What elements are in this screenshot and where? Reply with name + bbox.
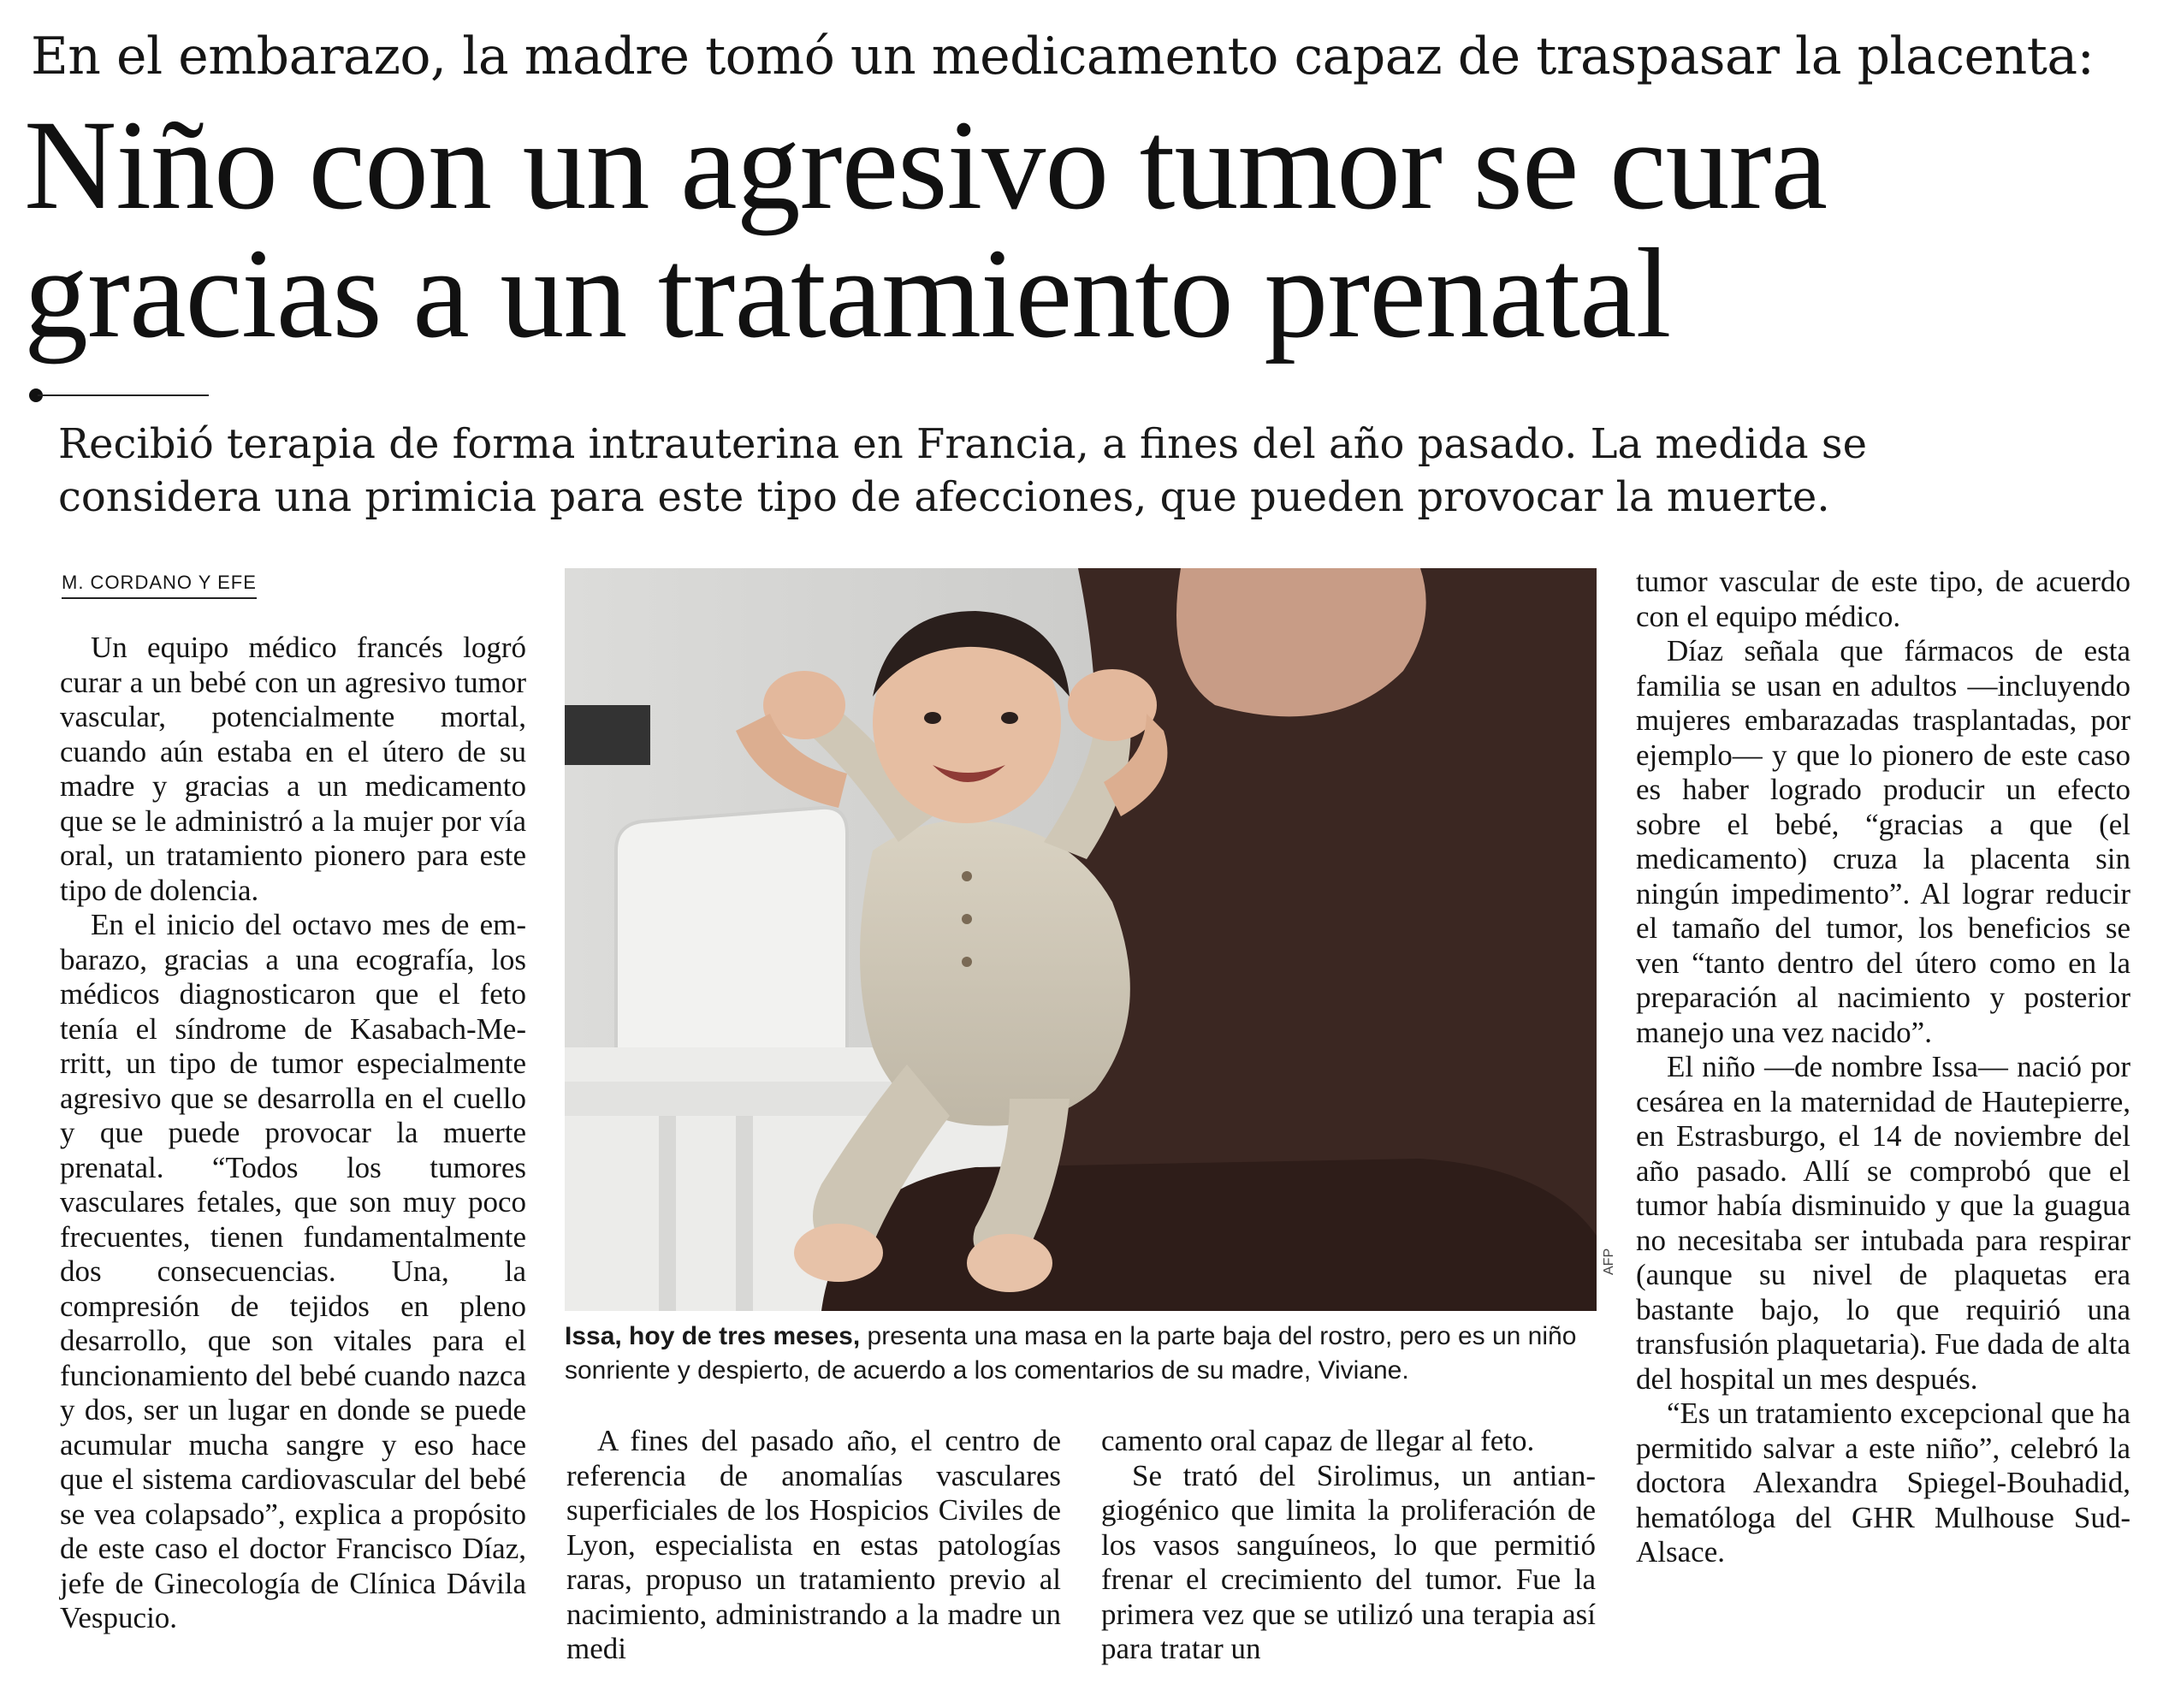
- byline: M. CORDANO Y EFE: [62, 572, 257, 599]
- photo-caption: [565, 1320, 1597, 1388]
- article-photo: [565, 568, 1597, 1311]
- dek: [58, 418, 2129, 524]
- headline-line-1: Niño con un agresivo tumor se cura: [24, 94, 1828, 236]
- headline: [24, 94, 2146, 365]
- paragraph: El niño —de nombre Issa— nació por cesárea en la maternidad de Hautepierre, en Estrasburgo, el 14 de noviembre del año pasado. Allí se comprobó que el tumor había disminuido y que la guagua no necesitaba ser intubada para respirar (aunque su nivel de plaquetas era bastante bajo, lo que requirió una transfusión plaquetaria). Fue dada de alta del hospital un mes después.: [1636, 1050, 2130, 1396]
- paragraph: tumor vascular de este tipo, de acuerdo con el equipo médico.: [1636, 565, 2130, 633]
- body-column-4: [1636, 565, 2130, 1570]
- paragraph: “Es un tratamiento excepcional que ha permitido salvar a este niño”, celebró la doctora Alexandra Spiegel-Bouhadid, hematóloga del GHR Mulhouse Sud-Alsace.: [1636, 1397, 2130, 1569]
- photo-credit: AFP: [1602, 1248, 1616, 1275]
- paragraph: Díaz señala que fármacos de esta familia se usan en adultos —incluyendo mujeres embarazadas trasplantadas, por ejemplo— y que lo pionero de este caso es haber logrado producir un efecto sobre el bebé, “gracias a que (el medicamento) cruza la placenta sin ningún impedimento”. Al lograr reducir el tamaño del tumor, los beneficios se ven “tanto dentro del útero como en la preparación al nacimiento y posterior manejo una vez nacido”.: [1636, 634, 2130, 1049]
- caption-bold: Issa, hoy de tres meses,: [565, 1322, 861, 1350]
- paragraph: En el inicio del octavo mes de embarazo, gracias a una ecografía, los médicos diagnosticaron que el feto tenía el síndrome de Kasabach-Merritt, un tipo de tumor especialmente agresivo que se desarrolla en el cuello y que puede provocar la muerte prenatal. “Todos los tumores vasculares fetales, que son muy poco frecuentes, tienen fundamentalmente dos consecuencias. Una, la compresión de tejidos en pleno desarrollo, que son vitales para el funcionamiento del bebé cuando nazca y dos, ser un lugar en donde se puede acumular mucha sangre y eso hace que el sistema cardiovascular del bebé se vea colapsado”, explica a propósito de este caso el doctor Francisco Díaz, jefe de Ginecología de Clínica Dávila Vespucio.: [60, 908, 526, 1634]
- paragraph: Un equipo médico francés logró curar a un bebé con un agresivo tumor vascular, potencialmente mortal, cuando aún estaba en el útero de su madre y gracias a un medicamento que se le administró a la mujer por vía oral, un tratamiento pionero para este tipo de dolencia.: [60, 631, 526, 907]
- divider-rule: [38, 394, 209, 396]
- dek-line-1: Recibió terapia de forma intrauterina en Francia, a fines del año pasado. La medida se: [58, 420, 1867, 468]
- paragraph: Se trató del Sirolimus, un antiangiogénico que limita la proliferación de los vasos sanguíneos, lo que permitió frenar el crecimiento del tumor. Fue la primera vez que se utilizó una terapia así para tratar un: [1101, 1458, 1596, 1665]
- body-column-3: [1101, 1424, 1596, 1667]
- kicker: En el embarazo, la madre tomó un medicamento capaz de traspasar la placenta:: [31, 27, 2095, 86]
- body-column-2: [566, 1424, 1061, 1667]
- caption-text: presenta una masa en la parte baja del rostro, pero es un niño sonriente y despierto, de acuerdo a los comentarios de su madre, Viviane.: [565, 1322, 1577, 1385]
- paragraph: A fines del pasado año, el centro de referencia de anomalías vasculares superficiales de los Hospicios Civiles de Lyon, especialista en estas patologías raras, propuso un tratamiento previo al nacimiento, administrando a la madre un medi: [566, 1424, 1061, 1665]
- photo-illustration: [565, 568, 1597, 1311]
- paragraph: camento oral capaz de llegar al feto.: [1101, 1424, 1535, 1457]
- dek-line-2: considera una primicia para este tipo de afecciones, que pueden provocar la muerte.: [58, 473, 1830, 521]
- body-column-1: [60, 631, 526, 1636]
- headline-line-2: gracias a un tratamiento prenatal: [24, 222, 1671, 365]
